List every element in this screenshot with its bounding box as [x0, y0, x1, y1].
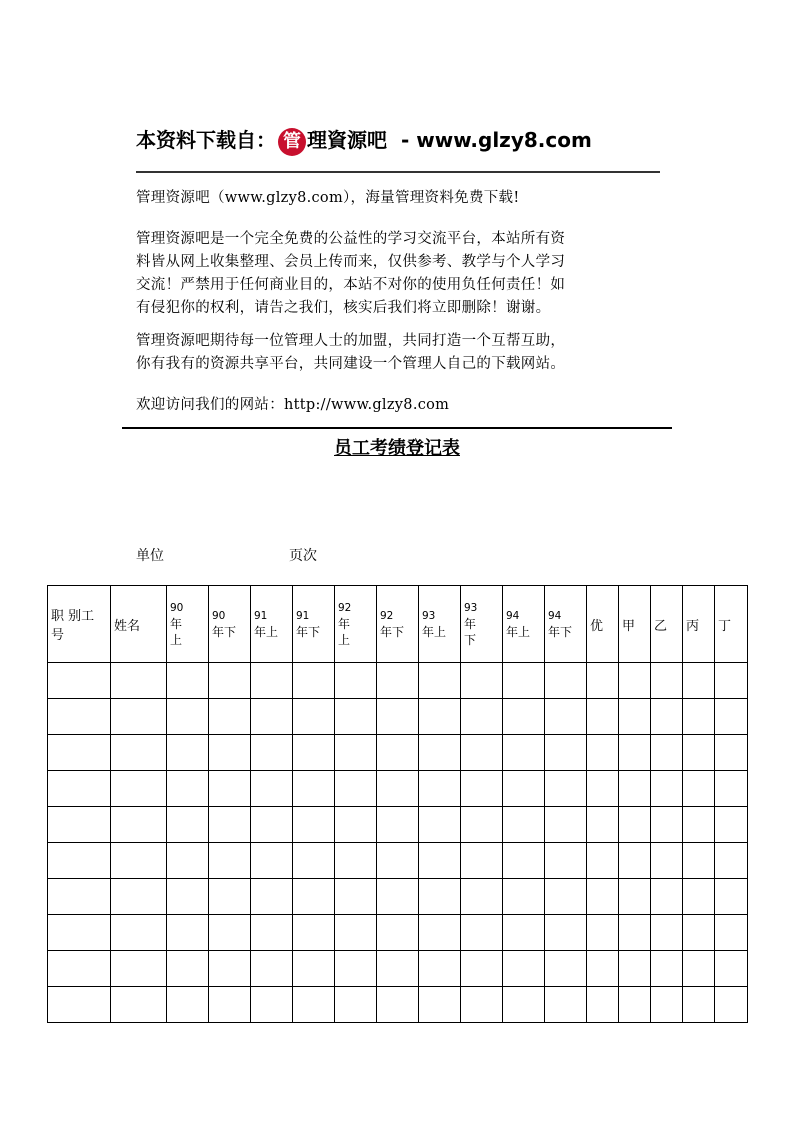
column-header	[293, 586, 335, 663]
column-header	[619, 586, 651, 663]
table-cell[interactable]	[251, 771, 293, 807]
table-cell[interactable]	[545, 951, 587, 987]
column-header-year: 91	[296, 610, 310, 622]
table-cell[interactable]	[377, 951, 419, 987]
table-cell[interactable]	[251, 699, 293, 735]
page-label: 页次	[289, 548, 317, 564]
document-title: 员工考绩登记表	[334, 438, 460, 459]
table-cell[interactable]	[293, 987, 335, 1023]
table-cell[interactable]	[48, 699, 111, 735]
table-cell[interactable]	[461, 951, 503, 987]
column-header	[683, 586, 715, 663]
table-cell[interactable]	[503, 699, 545, 735]
table-cell[interactable]	[715, 663, 748, 699]
table-cell[interactable]	[293, 807, 335, 843]
table-cell[interactable]	[167, 771, 209, 807]
column-header-text: 年上	[506, 625, 531, 639]
unit-label: 单位	[136, 548, 164, 564]
table-cell[interactable]	[715, 771, 748, 807]
table-row	[48, 735, 748, 771]
column-header-text: 年下	[296, 625, 321, 639]
table-cell[interactable]	[111, 987, 167, 1023]
table-cell[interactable]	[619, 771, 651, 807]
intro-paragraph-3	[136, 330, 666, 376]
column-header-year: 93	[422, 610, 436, 622]
table-cell[interactable]	[377, 771, 419, 807]
column-header	[461, 586, 503, 663]
table-cell[interactable]	[419, 879, 461, 915]
table-cell[interactable]	[419, 663, 461, 699]
table-cell[interactable]	[48, 951, 111, 987]
table-cell[interactable]	[293, 735, 335, 771]
column-header-text: 年	[464, 617, 477, 631]
table-cell[interactable]	[251, 951, 293, 987]
table-cell[interactable]	[587, 807, 619, 843]
table-cell[interactable]	[461, 771, 503, 807]
banner-site-name: 理資源吧	[307, 128, 387, 152]
table-cell[interactable]	[503, 951, 545, 987]
column-header-year: 92	[338, 602, 352, 614]
table-cell[interactable]	[587, 771, 619, 807]
site-logo-icon: 管	[278, 128, 306, 156]
column-header-text: 号	[51, 628, 65, 643]
table-header-row	[48, 586, 748, 663]
column-header	[209, 586, 251, 663]
table-cell[interactable]	[48, 843, 111, 879]
table-cell[interactable]	[111, 915, 167, 951]
column-header-year: 91	[254, 610, 268, 622]
table-cell[interactable]	[335, 735, 377, 771]
table-cell[interactable]	[545, 807, 587, 843]
table-cell[interactable]	[335, 771, 377, 807]
table-cell[interactable]	[651, 807, 683, 843]
table-cell[interactable]	[651, 771, 683, 807]
banner-divider	[136, 171, 660, 173]
table-cell[interactable]	[293, 915, 335, 951]
banner-site-url[interactable]: - www.glzy8.com	[401, 128, 592, 152]
table-cell[interactable]	[293, 699, 335, 735]
table-cell[interactable]	[335, 879, 377, 915]
column-header-text: 乙	[654, 618, 668, 634]
table-cell[interactable]	[545, 915, 587, 951]
column-header-text: 职 别工	[51, 609, 95, 624]
table-cell[interactable]	[503, 915, 545, 951]
table-cell[interactable]	[209, 771, 251, 807]
table-cell[interactable]	[293, 663, 335, 699]
table-cell[interactable]	[209, 735, 251, 771]
table-cell[interactable]	[587, 879, 619, 915]
column-header-text: 丁	[718, 618, 732, 634]
table-cell[interactable]	[715, 699, 748, 735]
table-cell[interactable]	[545, 663, 587, 699]
intro-line: 管理资源吧期待每一位管理人士的加盟，共同打造一个互帮互助，	[136, 333, 566, 349]
table-cell[interactable]	[587, 951, 619, 987]
table-row	[48, 987, 748, 1023]
column-header-year: 94	[548, 610, 562, 622]
intro-paragraph-2	[136, 228, 666, 320]
table-cell[interactable]	[651, 663, 683, 699]
intro-line: 管理资源吧是一个完全免费的公益性的学习交流平台，本站所有资	[136, 231, 566, 247]
table-cell[interactable]	[111, 807, 167, 843]
table-cell[interactable]	[209, 879, 251, 915]
column-header-year: 93	[464, 602, 478, 614]
table-cell[interactable]	[651, 987, 683, 1023]
table-cell[interactable]	[683, 879, 715, 915]
table-cell[interactable]	[419, 951, 461, 987]
column-header	[377, 586, 419, 663]
download-banner	[136, 124, 660, 168]
column-header-text: 甲	[622, 618, 636, 634]
table-cell[interactable]	[715, 879, 748, 915]
column-header-text: 年下	[212, 625, 237, 639]
table-cell[interactable]	[167, 879, 209, 915]
column-header	[335, 586, 377, 663]
table-cell[interactable]	[167, 987, 209, 1023]
table-cell[interactable]	[167, 699, 209, 735]
table-cell[interactable]	[251, 879, 293, 915]
table-cell[interactable]	[48, 987, 111, 1023]
table-cell[interactable]	[167, 843, 209, 879]
intro-line: 交流！严禁用于任何商业目的，本站不对你的使用负任何责任！如	[136, 277, 566, 293]
table-cell[interactable]	[419, 699, 461, 735]
table-cell[interactable]	[209, 699, 251, 735]
table-cell[interactable]	[545, 771, 587, 807]
column-header	[587, 586, 619, 663]
column-header	[48, 586, 111, 663]
intro-line: 有侵犯你的权利，请告之我们，核实后我们将立即删除！谢谢。	[136, 300, 551, 316]
table-cell[interactable]	[335, 951, 377, 987]
table-cell[interactable]	[251, 915, 293, 951]
table-cell[interactable]	[335, 915, 377, 951]
table-cell[interactable]	[587, 735, 619, 771]
table-cell[interactable]	[167, 915, 209, 951]
table-cell[interactable]	[587, 699, 619, 735]
banner-prefix: 本资料下载自：	[136, 128, 276, 152]
table-cell[interactable]	[461, 843, 503, 879]
table-cell[interactable]	[209, 987, 251, 1023]
column-header-text: 姓名	[114, 618, 141, 634]
table-cell[interactable]	[651, 915, 683, 951]
table-cell[interactable]	[587, 843, 619, 879]
column-header-text: 上	[170, 633, 183, 647]
table-row	[48, 915, 748, 951]
intro-line: 料皆从网上收集整理、会员上传而来，仅供参考、教学与个人学习	[136, 254, 566, 270]
table-cell[interactable]	[715, 807, 748, 843]
table-row	[48, 879, 748, 915]
column-header-text: 优	[590, 618, 604, 634]
table-cell[interactable]	[167, 951, 209, 987]
table-cell[interactable]	[461, 735, 503, 771]
table-cell[interactable]	[503, 879, 545, 915]
column-header-year: 92	[380, 610, 394, 622]
table-row	[48, 663, 748, 699]
table-cell[interactable]	[48, 915, 111, 951]
table-cell[interactable]	[619, 663, 651, 699]
table-cell[interactable]	[503, 771, 545, 807]
table-cell[interactable]	[545, 987, 587, 1023]
table-cell[interactable]	[683, 735, 715, 771]
table-cell[interactable]	[335, 843, 377, 879]
table-cell[interactable]	[377, 843, 419, 879]
column-header-text: 年下	[548, 625, 573, 639]
column-header-year: 94	[506, 610, 520, 622]
table-cell[interactable]	[111, 843, 167, 879]
table-cell[interactable]	[209, 951, 251, 987]
table-row	[48, 951, 748, 987]
table-cell[interactable]	[715, 987, 748, 1023]
table-cell[interactable]	[683, 843, 715, 879]
table-cell[interactable]	[419, 807, 461, 843]
column-header	[715, 586, 748, 663]
table-cell[interactable]	[111, 771, 167, 807]
table-cell[interactable]	[503, 987, 545, 1023]
column-header	[545, 586, 587, 663]
table-cell[interactable]	[619, 951, 651, 987]
table-cell[interactable]	[251, 843, 293, 879]
table-cell[interactable]	[651, 699, 683, 735]
table-cell[interactable]	[461, 915, 503, 951]
table-cell[interactable]	[251, 663, 293, 699]
column-header-year: 90	[212, 610, 226, 622]
table-cell[interactable]	[48, 807, 111, 843]
table-cell[interactable]	[293, 771, 335, 807]
table-cell[interactable]	[293, 879, 335, 915]
table-cell[interactable]	[619, 735, 651, 771]
table-cell[interactable]	[683, 951, 715, 987]
table-cell[interactable]	[683, 771, 715, 807]
table-cell[interactable]	[111, 663, 167, 699]
table-row	[48, 771, 748, 807]
table-cell[interactable]	[503, 843, 545, 879]
table-cell[interactable]	[683, 987, 715, 1023]
column-header	[651, 586, 683, 663]
table-cell[interactable]	[545, 879, 587, 915]
table-cell[interactable]	[251, 987, 293, 1023]
table-cell[interactable]	[545, 735, 587, 771]
table-cell[interactable]	[419, 915, 461, 951]
table-cell[interactable]	[619, 807, 651, 843]
table-cell[interactable]	[715, 843, 748, 879]
table-cell[interactable]	[545, 699, 587, 735]
column-header-text: 丙	[686, 618, 700, 634]
table-cell[interactable]	[293, 951, 335, 987]
table-cell[interactable]	[619, 699, 651, 735]
column-header	[251, 586, 293, 663]
table-cell[interactable]	[715, 951, 748, 987]
table-cell[interactable]	[377, 879, 419, 915]
table-cell[interactable]	[461, 699, 503, 735]
column-header-text: 年上	[422, 625, 447, 639]
table-cell[interactable]	[619, 915, 651, 951]
column-header	[167, 586, 209, 663]
table-cell[interactable]	[651, 879, 683, 915]
table-body	[48, 663, 748, 1023]
column-header	[503, 586, 545, 663]
table-cell[interactable]	[167, 807, 209, 843]
table-cell[interactable]	[461, 879, 503, 915]
table-cell[interactable]	[209, 843, 251, 879]
table-cell[interactable]	[377, 735, 419, 771]
table-cell[interactable]	[503, 735, 545, 771]
table-row	[48, 807, 748, 843]
table-cell[interactable]	[377, 915, 419, 951]
table-cell[interactable]	[377, 663, 419, 699]
table-cell[interactable]	[209, 663, 251, 699]
table-cell[interactable]	[461, 663, 503, 699]
column-header	[111, 586, 167, 663]
table-cell[interactable]	[587, 915, 619, 951]
table-cell[interactable]	[419, 843, 461, 879]
table-cell[interactable]	[111, 699, 167, 735]
table-cell[interactable]	[715, 915, 748, 951]
table-cell[interactable]	[683, 915, 715, 951]
table-cell[interactable]	[251, 735, 293, 771]
appraisal-table	[47, 585, 748, 1023]
column-header-text: 年	[170, 617, 183, 631]
table-cell[interactable]	[545, 843, 587, 879]
table-cell[interactable]	[587, 663, 619, 699]
table-cell[interactable]	[209, 807, 251, 843]
table-cell[interactable]	[48, 735, 111, 771]
table-cell[interactable]	[293, 843, 335, 879]
table-cell[interactable]	[111, 879, 167, 915]
table-row	[48, 843, 748, 879]
intro-line: 你有我有的资源共享平台，共同建设一个管理人自己的下载网站。	[136, 356, 566, 372]
table-cell[interactable]	[209, 915, 251, 951]
table-cell[interactable]	[111, 735, 167, 771]
table-cell[interactable]	[167, 735, 209, 771]
table-cell[interactable]	[335, 807, 377, 843]
intro-paragraph-1: 管理资源吧（www.glzy8.com），海量管理资料免费下载!	[136, 190, 520, 206]
table-cell[interactable]	[48, 663, 111, 699]
table-cell[interactable]	[335, 987, 377, 1023]
table-cell[interactable]	[503, 807, 545, 843]
table-cell[interactable]	[377, 699, 419, 735]
column-header-text: 年上	[254, 625, 279, 639]
table-cell[interactable]	[111, 951, 167, 987]
table-cell[interactable]	[251, 807, 293, 843]
table-cell[interactable]	[619, 879, 651, 915]
table-cell[interactable]	[335, 663, 377, 699]
section-divider	[122, 427, 672, 429]
table-cell[interactable]	[587, 987, 619, 1023]
table-cell[interactable]	[683, 699, 715, 735]
table-cell[interactable]	[419, 987, 461, 1023]
table-cell[interactable]	[377, 807, 419, 843]
table-cell[interactable]	[651, 951, 683, 987]
table-cell[interactable]	[619, 843, 651, 879]
table-cell[interactable]	[715, 735, 748, 771]
column-header-text: 上	[338, 633, 351, 647]
table-cell[interactable]	[419, 771, 461, 807]
table-cell[interactable]	[48, 879, 111, 915]
table-cell[interactable]	[651, 843, 683, 879]
column-header	[419, 586, 461, 663]
table-cell[interactable]	[377, 987, 419, 1023]
table-cell[interactable]	[619, 987, 651, 1023]
table-cell[interactable]	[335, 699, 377, 735]
intro-website-link[interactable]: 欢迎访问我们的网站：http://www.glzy8.com	[136, 397, 450, 413]
table-cell[interactable]	[419, 735, 461, 771]
table-cell[interactable]	[461, 807, 503, 843]
table-row	[48, 699, 748, 735]
table-cell[interactable]	[683, 807, 715, 843]
table-cell[interactable]	[461, 987, 503, 1023]
table-cell[interactable]	[167, 663, 209, 699]
table-cell[interactable]	[48, 771, 111, 807]
table-cell[interactable]	[503, 663, 545, 699]
column-header-text: 下	[464, 633, 477, 647]
column-header-text: 年下	[380, 625, 405, 639]
column-header-year: 90	[170, 602, 184, 614]
table-cell[interactable]	[651, 735, 683, 771]
column-header-text: 年	[338, 617, 351, 631]
table-cell[interactable]	[683, 663, 715, 699]
